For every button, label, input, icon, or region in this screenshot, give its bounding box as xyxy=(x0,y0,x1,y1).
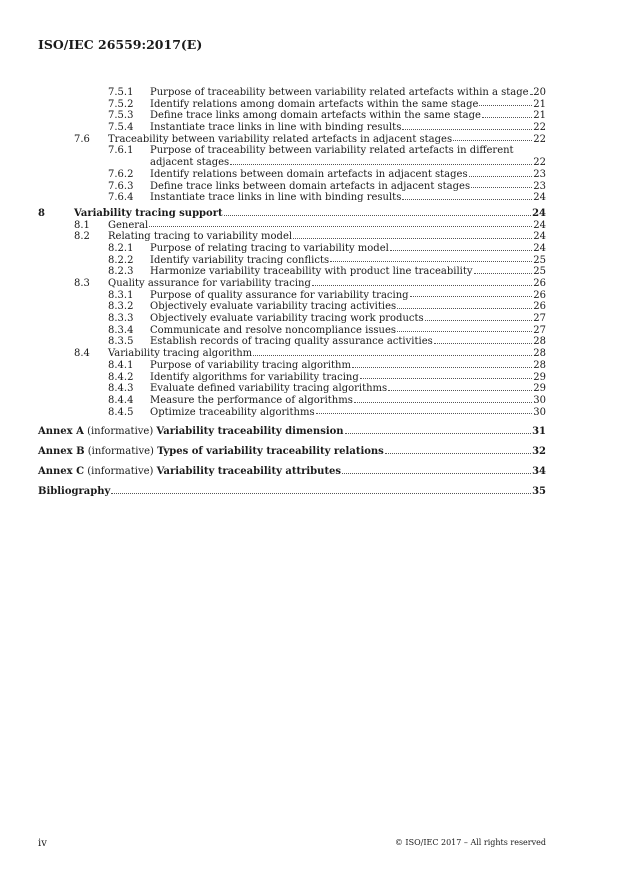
toc-entry-link[interactable] xyxy=(108,134,546,146)
toc-entry-number: 7.5.1 xyxy=(108,87,134,98)
toc-entry-title: Objectively evaluate variability tracing work products xyxy=(150,313,424,325)
toc-entry-title: Harmonize variability traceability with product line traceability xyxy=(150,266,473,278)
toc-entry-page: 26 xyxy=(533,278,546,290)
toc-entry-page: 22 xyxy=(533,157,546,169)
annex-qualifier: (informative) xyxy=(87,426,154,438)
toc-entry-title: Purpose of variability tracing algorithm xyxy=(150,359,351,371)
toc-entry-number: 8.3.3 xyxy=(108,313,134,325)
toc-entry-link[interactable] xyxy=(150,99,546,111)
toc-entry-number: 8.3.4 xyxy=(108,324,134,336)
toc-entry[interactable] xyxy=(38,372,546,384)
toc-entry-page: 30 xyxy=(533,394,546,406)
dot-leader xyxy=(111,493,531,494)
toc-entry-number: 8.3.2 xyxy=(108,301,134,313)
dot-leader xyxy=(312,285,532,286)
annex-qualifier: (informative) xyxy=(87,466,154,478)
annex-title xyxy=(38,466,341,478)
toc-entry-number: 8.4.5 xyxy=(108,406,134,418)
toc-entry[interactable] xyxy=(38,134,546,146)
toc-entry-title: Objectively evaluate variability tracing activities xyxy=(150,301,397,313)
toc-entry-page: 24 xyxy=(533,219,546,231)
toc-entry[interactable] xyxy=(38,255,546,267)
toc-entry-page: 27 xyxy=(533,324,546,336)
toc-entry-number: 8.3 xyxy=(74,278,90,290)
toc-entry-title: Traceability between variability related artefacts in adjacent stages xyxy=(108,133,453,145)
dot-leader xyxy=(345,433,532,434)
toc-entry-link[interactable] xyxy=(108,231,546,243)
toc-entry[interactable] xyxy=(38,220,546,232)
dot-leader xyxy=(479,105,532,106)
toc-entry[interactable] xyxy=(38,231,546,243)
bibliography-link[interactable] xyxy=(38,486,546,498)
toc-entry-page: 26 xyxy=(533,301,546,313)
toc-entry[interactable] xyxy=(38,301,546,313)
toc-entry[interactable] xyxy=(38,122,546,134)
dot-leader xyxy=(360,378,533,379)
annex-entry-link[interactable] xyxy=(38,466,546,478)
toc-entry[interactable] xyxy=(38,278,546,290)
toc-entry-title: Quality assurance for variability tracing xyxy=(108,278,311,290)
dot-leader xyxy=(453,140,532,141)
bibliography-entry[interactable] xyxy=(38,486,546,498)
dot-leader xyxy=(469,176,533,177)
annex-name: Variability traceability dimension xyxy=(156,426,344,438)
toc-entry-title: Variability tracing algorithm xyxy=(108,348,253,360)
toc-entry-number: 8.2.1 xyxy=(108,242,134,254)
toc-entry-link[interactable] xyxy=(150,383,546,395)
toc-entry[interactable] xyxy=(38,348,546,360)
toc-entry-number: 7.6.2 xyxy=(108,168,134,180)
dot-leader xyxy=(224,215,531,216)
toc-entry[interactable] xyxy=(38,313,546,325)
toc-entry-number: 8.3.5 xyxy=(108,336,134,348)
toc-entry-title: Purpose of traceability between variability related artefacts within a stage xyxy=(150,87,529,98)
toc-entry-link[interactable] xyxy=(150,360,546,372)
dot-leader xyxy=(149,226,532,227)
dot-leader xyxy=(397,331,532,332)
annex-page: 31 xyxy=(532,426,546,438)
toc-entry[interactable] xyxy=(38,325,546,337)
toc-entry-link[interactable] xyxy=(150,243,546,255)
toc-entry-link[interactable] xyxy=(74,208,546,220)
toc-entry-link[interactable] xyxy=(150,290,546,302)
toc-entry-page: 22 xyxy=(533,122,546,134)
toc-entry-page: 22 xyxy=(533,133,546,145)
toc-entry-link[interactable] xyxy=(108,348,546,360)
annex-entry[interactable] xyxy=(38,426,546,438)
toc-entry-page: 24 xyxy=(533,192,546,204)
toc-entry-page: 24 xyxy=(533,242,546,254)
toc-entry[interactable] xyxy=(38,336,546,348)
toc-entry-page: 23 xyxy=(533,168,546,180)
toc-entry-number: 7.5.2 xyxy=(108,98,134,110)
toc-entry-title: General xyxy=(108,219,149,231)
toc-entry-number: 7.5.4 xyxy=(108,122,134,134)
toc-entry-number: 7.6 xyxy=(74,133,90,145)
document-header: ISO/IEC 26559:2017(E) xyxy=(38,37,203,52)
annex-label: Annex B xyxy=(38,446,85,458)
toc-entry-link[interactable] xyxy=(150,301,546,313)
toc-entry-link[interactable] xyxy=(150,110,546,122)
toc-entry-link[interactable] xyxy=(150,325,546,337)
toc-entry-link[interactable] xyxy=(150,181,546,193)
dot-leader xyxy=(434,343,533,344)
toc-entry-link[interactable] xyxy=(150,313,546,325)
bibliography-title: Bibliography xyxy=(38,486,111,498)
toc-entry-link[interactable] xyxy=(108,220,546,232)
toc-entry[interactable] xyxy=(38,407,546,419)
toc-entry-title: Identify algorithms for variability tracing xyxy=(150,371,359,383)
toc-entry-number: 8.4.3 xyxy=(108,383,134,395)
toc-entry-link[interactable] xyxy=(150,157,546,169)
annex-page: 34 xyxy=(532,466,546,478)
toc-entry-title: Instantiate trace links in line with binding results xyxy=(150,192,402,204)
toc-entry[interactable] xyxy=(38,169,546,181)
toc-entry-number: 7.5.3 xyxy=(108,110,134,122)
annex-name: Variability traceability attributes xyxy=(156,466,342,478)
dot-leader xyxy=(342,473,531,474)
toc-entry-link[interactable] xyxy=(150,122,546,134)
toc-entry-page: 23 xyxy=(533,180,546,192)
toc-entry-page: 28 xyxy=(533,336,546,348)
toc-entry-title-line1: Purpose of traceability between variability related artefacts in different xyxy=(150,145,514,157)
toc-entry-number: 8.2 xyxy=(74,231,90,243)
toc-entry[interactable] xyxy=(38,383,546,395)
toc-entry[interactable] xyxy=(38,145,546,168)
toc-entry-page: 24 xyxy=(532,207,546,219)
dot-leader xyxy=(230,164,532,165)
dot-leader xyxy=(354,402,532,403)
dot-leader xyxy=(402,129,532,130)
toc-entry-number: 8 xyxy=(38,207,45,219)
dot-leader xyxy=(397,308,532,309)
toc-entry-title: Purpose of relating tracing to variability model xyxy=(150,242,389,254)
toc-entry-title: adjacent stages xyxy=(150,157,230,169)
dot-leader xyxy=(316,413,533,414)
toc-entry-title: Identify relations among domain artefacts within the same stage xyxy=(150,98,479,110)
toc-entry-title: Identify relations between domain artefacts in adjacent stages xyxy=(150,168,468,180)
dot-leader xyxy=(410,296,533,297)
annex-title xyxy=(38,446,384,458)
toc-entry-page: 25 xyxy=(533,254,546,266)
toc-entry-title: Instantiate trace links in line with binding results xyxy=(150,122,402,134)
toc-entry[interactable] xyxy=(38,290,546,302)
dot-leader xyxy=(385,453,531,454)
toc-entry-link[interactable] xyxy=(150,169,546,181)
toc-entry-title: Variability tracing support xyxy=(74,207,223,219)
toc-entry-title: Identify variability tracing conflicts xyxy=(150,254,330,266)
annex-entry-link[interactable] xyxy=(38,426,546,438)
toc-entry-number: 8.4.1 xyxy=(108,359,134,371)
toc-entry[interactable] xyxy=(38,181,546,193)
toc-entry-link[interactable] xyxy=(150,266,546,278)
toc-entry-title: Relating tracing to variability model xyxy=(108,231,293,243)
toc-entry-title: Purpose of quality assurance for variability tracing xyxy=(150,289,409,301)
toc-entry-number: 8.4.4 xyxy=(108,394,134,406)
dot-leader xyxy=(530,94,533,95)
dot-leader xyxy=(474,273,533,274)
dot-leader xyxy=(482,117,532,118)
toc-entry[interactable] xyxy=(38,99,546,111)
toc-entry[interactable] xyxy=(38,208,546,220)
annex-page: 32 xyxy=(532,446,546,458)
dot-leader xyxy=(402,199,532,200)
toc-entry[interactable] xyxy=(38,243,546,255)
toc-entry[interactable] xyxy=(38,110,546,122)
toc-entry-number: 8.4 xyxy=(74,348,90,360)
toc-entry-page: 21 xyxy=(533,110,546,122)
toc-entry-title: Establish records of tracing quality assurance activities xyxy=(150,336,433,348)
toc-entry-number: 8.3.1 xyxy=(108,289,134,301)
toc-entry-page: 29 xyxy=(533,383,546,395)
toc-entry-link[interactable] xyxy=(150,336,546,348)
toc-entry-page: 26 xyxy=(533,289,546,301)
toc-entry-title: Define trace links among domain artefacts within the same stage xyxy=(150,110,481,122)
toc-entry-title: Define trace links between domain artefacts in adjacent stages xyxy=(150,180,471,192)
toc-entry-title: Optimize traceability algorithms xyxy=(150,406,315,418)
toc-entry-number: 7.6.3 xyxy=(108,180,134,192)
toc-entry-link[interactable] xyxy=(150,192,546,204)
annex-label: Annex C xyxy=(38,466,85,478)
dot-leader xyxy=(425,320,533,321)
toc-entry-page: 30 xyxy=(533,406,546,418)
dot-leader xyxy=(352,367,532,368)
toc-entry-number: 8.2.2 xyxy=(108,254,134,266)
toc-entry[interactable] xyxy=(38,87,546,99)
annex-entry[interactable] xyxy=(38,466,546,478)
footer-page-number: iv xyxy=(38,838,47,849)
annex-entry[interactable] xyxy=(38,446,546,458)
dot-leader xyxy=(471,187,532,188)
toc-entry-page: 24 xyxy=(533,231,546,243)
toc-entry[interactable] xyxy=(38,266,546,278)
dot-leader xyxy=(330,261,532,262)
dot-leader xyxy=(293,238,532,239)
toc-entry-number: 8.4.2 xyxy=(108,371,134,383)
dot-leader xyxy=(390,250,532,251)
toc-entry-title: Evaluate defined variability tracing algorithms xyxy=(150,383,388,395)
toc-entry-link[interactable] xyxy=(150,87,546,99)
annex-entry-link[interactable] xyxy=(38,446,546,458)
annex-qualifier: (informative) xyxy=(87,446,154,458)
dot-leader xyxy=(388,390,532,391)
toc-entry-number: 8.1 xyxy=(74,219,90,231)
toc-entry-link[interactable] xyxy=(108,278,546,290)
toc-entry[interactable] xyxy=(38,192,546,204)
toc-entry-link[interactable] xyxy=(150,372,546,384)
toc-entry-page: 29 xyxy=(533,371,546,383)
dot-leader xyxy=(253,355,532,356)
toc-entry-page: 28 xyxy=(533,359,546,371)
toc-entry-page: 27 xyxy=(533,313,546,325)
toc-entry[interactable] xyxy=(38,360,546,372)
toc-entry-page: 25 xyxy=(533,266,546,278)
annex-name: Types of variability traceability relations xyxy=(157,446,384,458)
toc-entry-title: Communicate and resolve noncompliance issues xyxy=(150,324,397,336)
toc-entry-number: 8.2.3 xyxy=(108,266,134,278)
toc-entry-number: 7.6.4 xyxy=(108,192,134,204)
table-of-contents xyxy=(38,87,546,498)
annex-label: Annex A xyxy=(38,426,84,438)
toc-entry-page: 21 xyxy=(533,98,546,110)
toc-entry[interactable] xyxy=(38,395,546,407)
toc-entry-link[interactable] xyxy=(150,407,546,419)
toc-entry-link[interactable] xyxy=(150,255,546,267)
toc-entry-title: Measure the performance of algorithms xyxy=(150,394,353,406)
toc-entry-link[interactable] xyxy=(150,395,546,407)
toc-entry-page: 28 xyxy=(533,348,546,360)
footer-copyright: © ISO/IEC 2017 – All rights reserved xyxy=(394,838,546,847)
toc-entry-page: 20 xyxy=(533,87,546,98)
bibliography-page: 35 xyxy=(532,486,546,498)
annex-title xyxy=(38,426,344,438)
toc-entry-number: 7.6.1 xyxy=(108,145,134,157)
